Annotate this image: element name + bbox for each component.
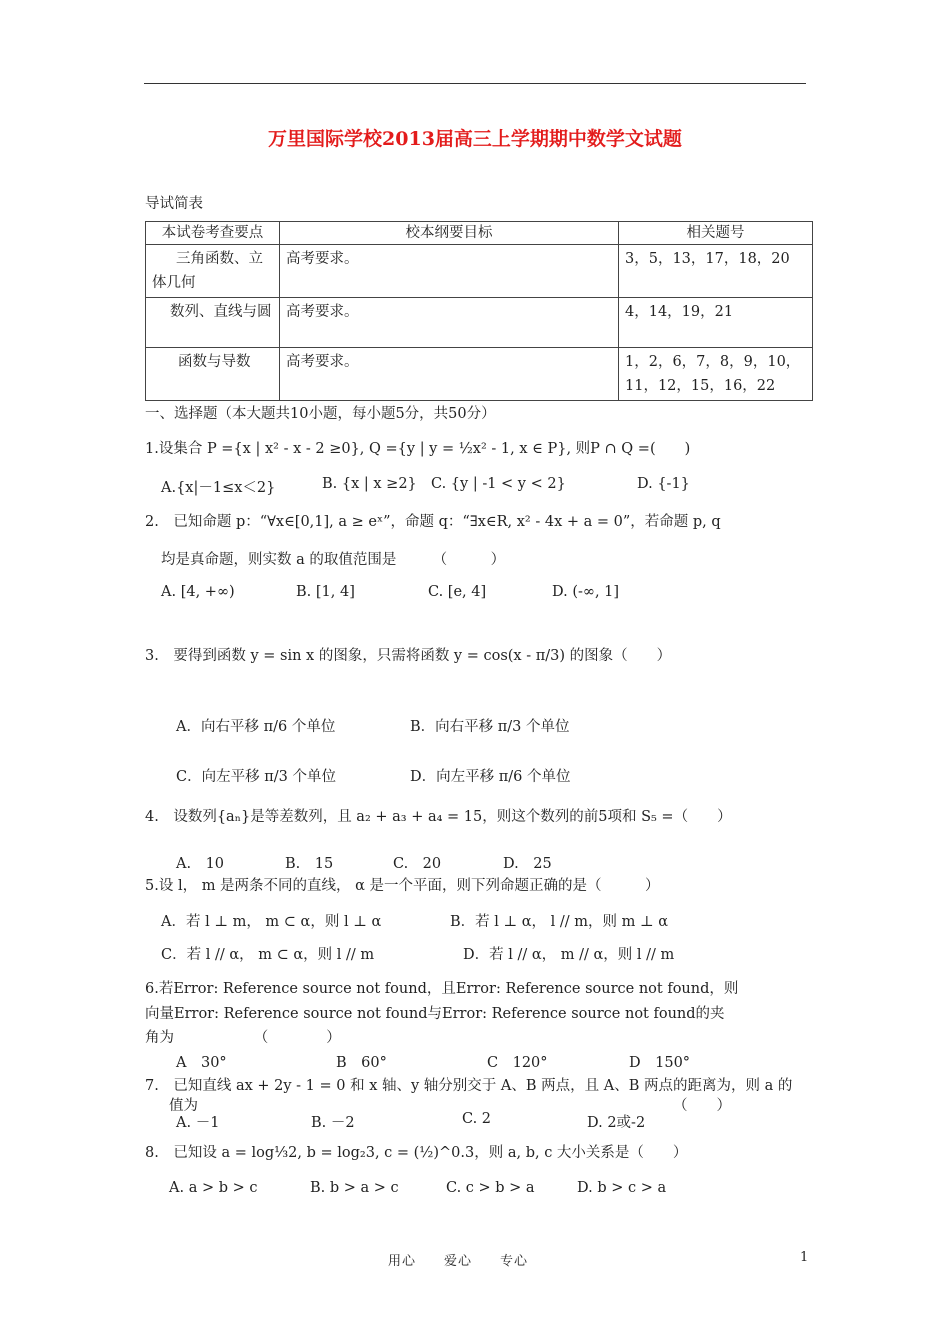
table-cell-goal: 高考要求。 <box>280 348 619 401</box>
question-5-stem: 5.设 l， m 是两条不同的直线， α 是一个平面，则下列命题正确的是（ ） <box>145 878 660 894</box>
question-6-option-b: B 60° <box>336 1055 387 1071</box>
table-cell-point: 三角函数、立体几何 <box>146 245 280 298</box>
table-cell-point: 数列、直线与圆 <box>146 298 280 348</box>
section-heading: 一、选择题（本大题共10小题，每小题5分，共50分） <box>145 406 496 422</box>
footer-slogan: 用心 爱心 专心 <box>388 1254 529 1269</box>
question-8-option-c: C. c > b > a <box>446 1180 535 1196</box>
question-8-option-a: A. a > b > c <box>169 1180 258 1196</box>
question-3-option-c: C．向左平移 π/3 个单位 <box>176 769 336 785</box>
question-6-line-1: 6.若Error: Reference source not found，且Error: Reference source not found，则 <box>145 981 739 997</box>
table-row <box>146 245 813 298</box>
table-cell-questions: 1，2，6，7，8，9，10，11，12，15，16，22 <box>619 348 813 401</box>
question-7-line-2: 值为 <box>169 1098 198 1114</box>
table-cell-questions: 3，5，13，17，18，20 <box>619 245 813 298</box>
table-cell-questions: 4，14，19，21 <box>619 298 813 348</box>
table-row <box>146 298 813 348</box>
question-6-line-2: 向量Error: Reference source not found与Error: Reference source not found的夹 <box>145 1006 725 1022</box>
question-2-stem-continued: 均是真命题，则实数 a 的取值范围是 （ ） <box>161 552 506 568</box>
question-6-option-d: D 150° <box>629 1055 691 1071</box>
table-cell-goal: 高考要求。 <box>280 298 619 348</box>
question-4-option-d: D. 25 <box>503 856 552 872</box>
question-3-option-a: A．向右平移 π/6 个单位 <box>176 719 336 735</box>
question-1-option-a: A.{x|－1≤x＜2} <box>161 480 276 496</box>
question-1-option-b: B. {x | x ≥2} <box>322 476 417 492</box>
question-7-option-d: D. 2或-2 <box>587 1115 646 1131</box>
question-1-option-d: D. {-1} <box>637 476 690 492</box>
question-2-stem: 2. 已知命题 p：“∀x∈[0,1], a ≥ eˣ”，命题 q：“∃x∈R, x² - 4x + a = 0”，若命题 p, q <box>145 514 721 530</box>
question-5-option-d: D．若 l // α， m // α，则 l // m <box>463 947 675 963</box>
question-3-stem: 3. 要得到函数 y = sin x 的图象，只需将函数 y = cos(x - π/3) 的图象（ ） <box>145 648 672 664</box>
question-2-option-d: D. (-∞, 1] <box>552 584 620 600</box>
question-4-option-b: B. 15 <box>285 856 334 872</box>
question-2-option-b: B. [1, 4] <box>296 584 355 600</box>
question-5-option-b: B．若 l ⊥ α， l // m，则 m ⊥ α <box>450 914 669 930</box>
question-1-stem: 1.设集合 P ={x | x² - x - 2 ≥0}, Q ={y | y = ½x² - 1, x ∈ P}, 则P ∩ Q =( ) <box>145 441 691 457</box>
table-header-cell: 本试卷考查要点 <box>146 222 280 245</box>
question-7-paren: （ ） <box>673 1098 731 1114</box>
question-2-option-c: C. [e, 4] <box>428 584 487 600</box>
question-8-option-d: D. b > c > a <box>577 1180 667 1196</box>
exam-title: 万里国际学校2013届高三上学期期中数学文试题 <box>268 128 682 150</box>
page-number: 1 <box>800 1250 809 1265</box>
question-4-stem: 4. 设数列{aₙ}是等差数列，且 a₂ + a₃ + a₄ = 15，则这个数列的前5项和 S₅ =（ ） <box>145 809 732 825</box>
table-header-row <box>146 222 813 245</box>
table-header-cell: 相关题号 <box>619 222 813 245</box>
question-8-stem: 8. 已知设 a = log⅓2, b = log₂3, c = (½)^0.3，则 a, b, c 大小关系是（ ） <box>145 1145 688 1161</box>
question-7-option-a: A. －1 <box>176 1115 220 1131</box>
question-3-option-b: B．向右平移 π/3 个单位 <box>410 719 570 735</box>
question-7-line-1: 7. 已知直线 ax + 2y - 1 = 0 和 x 轴、y 轴分别交于 A、B 两点，且 A、B 两点的距离为，则 a 的 <box>145 1078 793 1094</box>
table-header-cell: 校本纲要目标 <box>280 222 619 245</box>
table-row <box>146 348 813 401</box>
question-4-option-c: C. 20 <box>393 856 442 872</box>
header-rule <box>144 83 806 84</box>
question-4-option-a: A. 10 <box>176 856 225 872</box>
question-5-option-a: A．若 l ⊥ m， m ⊂ α，则 l ⊥ α <box>161 914 382 930</box>
guide-caption: 导试简表 <box>145 196 203 212</box>
question-5-option-c: C．若 l // α， m ⊂ α，则 l // m <box>161 947 375 963</box>
question-3-option-d: D．向左平移 π/6 个单位 <box>410 769 571 785</box>
table-cell-goal: 高考要求。 <box>280 245 619 298</box>
question-6-option-a: A 30° <box>176 1055 227 1071</box>
question-6-option-c: C 120° <box>487 1055 548 1071</box>
question-8-option-b: B. b > a > c <box>310 1180 399 1196</box>
question-2-option-a: A. [4, +∞) <box>161 584 235 600</box>
guide-table <box>145 221 813 401</box>
question-1-option-c: C. {y | -1 < y < 2} <box>431 476 566 492</box>
table-cell-point: 函数与导数 <box>146 348 280 401</box>
question-6-line-3: 角为 （ ） <box>145 1030 341 1046</box>
question-7-option-c: C. 2 <box>462 1111 492 1127</box>
question-7-option-b: B. －2 <box>311 1115 355 1131</box>
